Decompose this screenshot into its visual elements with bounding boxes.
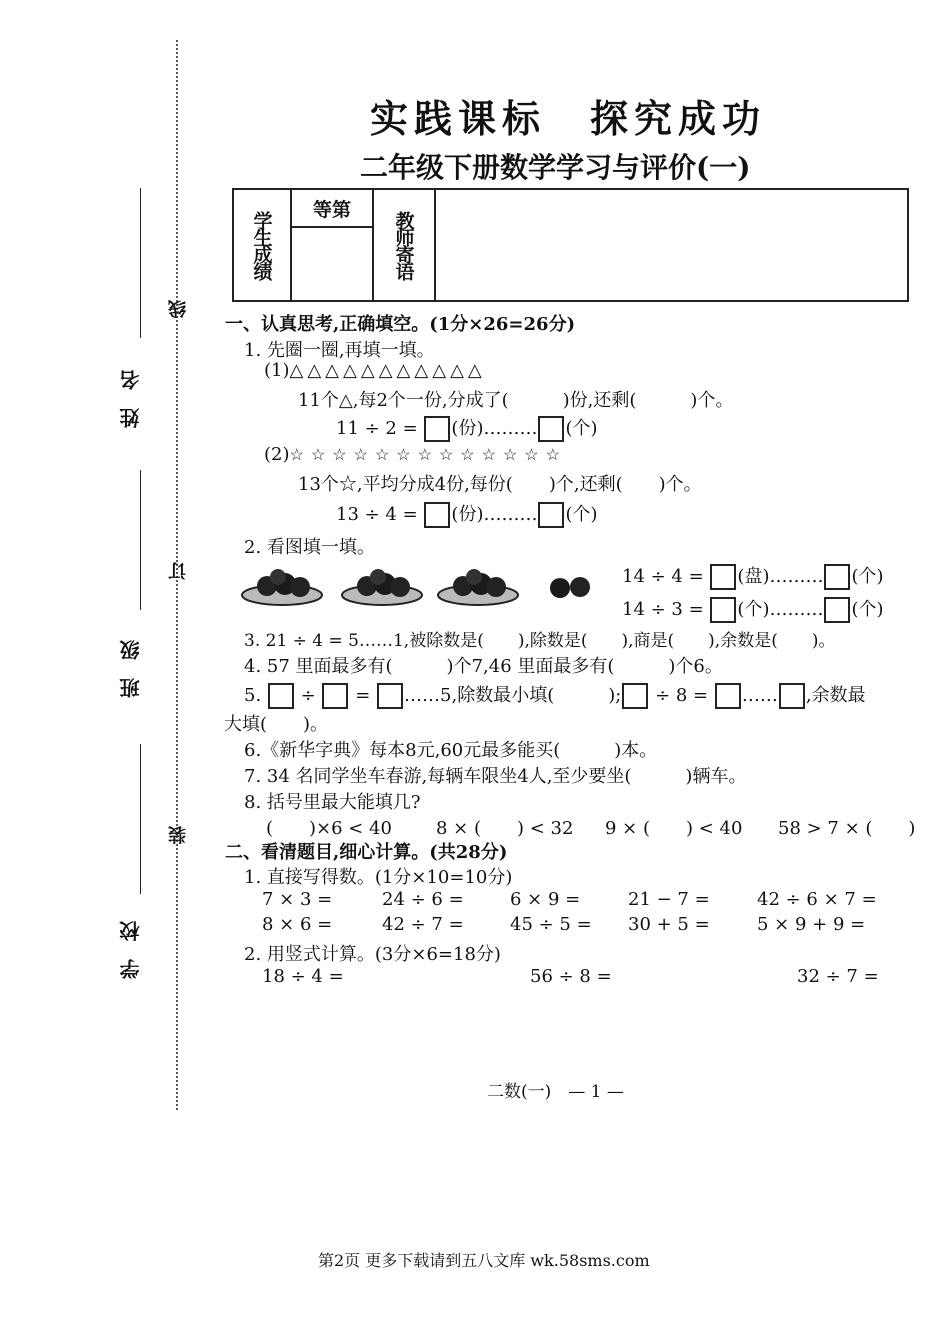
triangle-row: △△△△△△△△△△△ — [289, 360, 486, 381]
q2-eq2-right: (个) — [851, 599, 884, 620]
q8-item-2: 8 × ( ) < 32 — [436, 818, 574, 839]
side-mark-zhuang: 装 — [168, 826, 189, 844]
q1-p2-eq-right: (个) — [565, 504, 598, 525]
download-note: 第2页 更多下载请到五八文库 wk.58sms.com — [318, 1251, 650, 1270]
vertical-calc-item: 18 ÷ 4 = — [262, 966, 344, 987]
q5-end: ,余数最 — [805, 685, 866, 706]
q6-text: 6.《新华字典》每本8元,60元最多能买( )本。 — [244, 740, 658, 761]
name-label: 姓名 — [119, 352, 143, 428]
answer-box[interactable] — [322, 683, 348, 709]
q4-text: 4. 57 里面最多有( )个7,46 里面最多有( )个6。 — [244, 656, 723, 677]
q5-line2: 大填( )。 — [224, 714, 329, 735]
q2-eq2-mid: (个)……… — [737, 599, 824, 620]
answer-box[interactable] — [824, 597, 850, 623]
q1-p1-eq-right: (个) — [565, 418, 598, 439]
page-subtitle: 二年级下册数学学习与评价(一) — [360, 151, 751, 184]
answer-box[interactable] — [824, 564, 850, 590]
answer-box[interactable] — [622, 683, 648, 709]
q1-part1-equation — [336, 414, 598, 442]
s2-q1-title: 1. 直接写得数。(1分×10=10分) — [244, 867, 513, 888]
grade-header-cell — [291, 189, 373, 227]
vertical-calc-item: 56 ÷ 8 = — [530, 966, 612, 987]
teacher-message-cell — [373, 189, 435, 301]
answer-box[interactable] — [538, 416, 564, 442]
q1-part1 — [264, 360, 486, 381]
plate-1 — [242, 569, 322, 605]
s2-q2-title: 2. 用竖式计算。(3分×6=18分) — [244, 944, 501, 965]
q2-equation-2 — [622, 595, 884, 623]
q2-eq1-mid: (盘)……… — [737, 566, 824, 587]
q2-eq2-left: 14 ÷ 3 = — [622, 599, 704, 620]
school-label: 学校 — [119, 903, 143, 979]
score-table — [232, 188, 909, 302]
q5-div: ÷ — [300, 685, 316, 706]
calc-item: 21 − 7 = — [628, 889, 710, 910]
q1-p1-eq-mid: (份)……… — [451, 418, 538, 439]
q5-mid: ……5,除数最小填( ); — [404, 685, 622, 706]
q8-item-3: 9 × ( ) < 40 — [605, 818, 743, 839]
q5-div8: ÷ 8 = — [655, 685, 709, 706]
calc-item: 30 + 5 = — [628, 914, 710, 935]
q8-item-4: 58 > 7 × ( ) — [778, 818, 916, 839]
side-mark-line: 线 — [168, 300, 189, 318]
q5-eq: = — [355, 685, 371, 706]
answer-box[interactable] — [710, 597, 736, 623]
q3-text: 3. 21 ÷ 4 = 5……1,被除数是( ),除数是( ),商是( ),余数是( )。 — [244, 631, 836, 651]
side-mark-ding: 订 — [168, 562, 189, 580]
calc-item: 7 × 3 = — [262, 889, 333, 910]
q1-part2 — [264, 444, 567, 465]
calc-item: 42 ÷ 7 = — [382, 914, 464, 935]
q8-item-1: ( )×6 < 40 — [266, 818, 393, 839]
teacher-message-label: 教师寄语 — [392, 211, 415, 279]
apple-plates-image — [240, 562, 600, 612]
two-apples — [550, 577, 590, 598]
q2-eq1-left: 14 ÷ 4 = — [622, 566, 704, 587]
q1-title: 1. 先圈一圈,再填一填。 — [244, 340, 435, 361]
class-blank[interactable] — [140, 470, 141, 610]
star-row: ☆☆☆☆☆☆☆☆☆☆☆☆☆ — [289, 445, 567, 464]
q2-equation-1 — [622, 562, 884, 590]
q7-text: 7. 34 名同学坐车春游,每辆车限坐4人,至少要坐( )辆车。 — [244, 766, 747, 787]
q2-title: 2. 看图填一填。 — [244, 537, 375, 558]
q5-line1 — [244, 681, 866, 709]
q1-part1-label: (1) — [264, 360, 290, 381]
q1-part2-text: 13个☆,平均分成4份,每份( )个,还剩( )个。 — [298, 474, 702, 495]
page-title: 实践课标 探究成功 — [370, 96, 767, 141]
teacher-message-field[interactable] — [435, 189, 908, 301]
answer-box[interactable] — [268, 683, 294, 709]
calc-item: 42 ÷ 6 × 7 = — [757, 889, 877, 910]
student-score-label: 学生成绩 — [250, 211, 273, 279]
answer-box[interactable] — [377, 683, 403, 709]
answer-box[interactable] — [424, 416, 450, 442]
school-blank[interactable] — [140, 744, 141, 894]
q1-p2-eq-mid: (份)……… — [451, 504, 538, 525]
grade-field[interactable] — [291, 227, 373, 301]
plate-3 — [438, 569, 518, 605]
answer-box[interactable] — [715, 683, 741, 709]
class-label: 班级 — [119, 622, 143, 698]
q5-label: 5. — [244, 685, 262, 706]
calc-item: 8 × 6 = — [262, 914, 333, 935]
q1-part2-label: (2) — [264, 444, 290, 465]
section2-heading: 二、看清题目,细心计算。(共28分) — [225, 842, 508, 863]
calc-item: 6 × 9 = — [510, 889, 581, 910]
plate-2 — [342, 569, 422, 605]
q5-dots: …… — [741, 685, 778, 706]
calc-item: 24 ÷ 6 = — [382, 889, 464, 910]
calc-item: 45 ÷ 5 = — [510, 914, 592, 935]
q1-part1-text: 11个△,每2个一份,分成了( )份,还剩( )个。 — [298, 390, 734, 411]
section1-heading: 一、认真思考,正确填空。(1分×26=26分) — [225, 314, 576, 335]
answer-box[interactable] — [710, 564, 736, 590]
q1-p1-eq-left: 11 ÷ 2 = — [336, 418, 418, 439]
student-score-cell — [233, 189, 291, 301]
grade-label: 等第 — [312, 198, 351, 221]
q1-p2-eq-left: 13 ÷ 4 = — [336, 504, 418, 525]
page-footer: 二数(一) — 1 — — [487, 1082, 624, 1102]
q8-text: 8. 括号里最大能填几? — [244, 792, 421, 813]
calc-item: 5 × 9 + 9 = — [757, 914, 866, 935]
answer-box[interactable] — [538, 502, 564, 528]
q2-eq1-right: (个) — [851, 566, 884, 587]
vertical-calc-item: 32 ÷ 7 = — [797, 966, 879, 987]
q1-part2-equation — [336, 500, 598, 528]
name-blank[interactable] — [140, 188, 141, 338]
answer-box[interactable] — [424, 502, 450, 528]
answer-box[interactable] — [779, 683, 805, 709]
